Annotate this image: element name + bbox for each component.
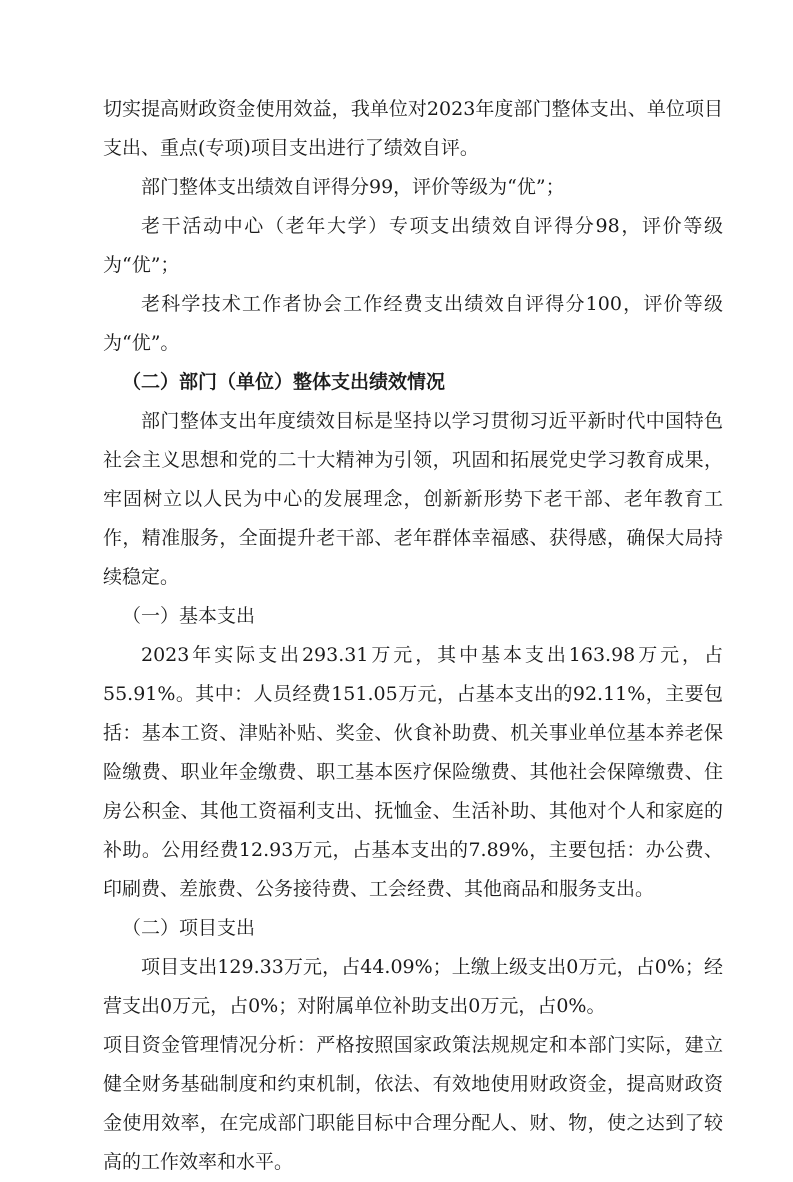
fund-management-analysis-paragraph: 项目资金管理情况分析：严格按照国家政策法规规定和本部门实际，建立健全财务基础制度和约束机制，依法、有效地使用财政资金，提高财政资金使用效率，在完成部门职能目标中合理分配人、财、物，使之达到了较高的工作效率和水平。: [103, 1034, 723, 1173]
project-expenditure-paragraph: 项目支出129.33万元，占44.09%；上缴上级支出0万元，占0%；经营支出0万元，占0%；对附属单位补助支出0万元，占0%。: [103, 956, 723, 1017]
science-association-score-paragraph: 老科学技术工作者协会工作经费支出绩效自评得分100，评价等级为“优”。: [103, 293, 723, 354]
activity-center-score-paragraph: 老干活动中心（老年大学）专项支出绩效自评得分98，评价等级为“优”；: [103, 215, 723, 276]
subheading-basic-expenditure: （一）基本支出: [122, 605, 256, 627]
department-score-paragraph: 部门整体支出绩效自评得分99，评价等级为“优”；: [141, 176, 565, 198]
basic-expenditure-paragraph: 2023年实际支出293.31万元，其中基本支出163.98万元，占55.91%。其中：人员经费151.05万元，占基本支出的92.11%，主要包括：基本工资、津贴补贴、奖金、伙食补助费、机关事业单位基本养老保险缴费、职业年金缴费、职工基本医疗保险缴费、其他社会保障缴费、住房公积金、其他工资福利支出、抚恤金、生活补助、其他对个人和家庭的补助。公用经费12.93万元，占基本支出的7.89%，主要包括：办公费、印刷费、差旅费、公务接待费、工会经费、其他商品和服务支出。: [103, 644, 723, 900]
subheading-project-expenditure: （二）项目支出: [122, 917, 256, 939]
performance-goal-paragraph: 部门整体支出年度绩效目标是坚持以学习贯彻习近平新时代中国特色社会主义思想和党的二十大精神为引领，巩固和拓展党史学习教育成果，牢固树立以人民为中心的发展理念，创新新形势下老干部、老年教育工作，精准服务，全面提升老干部、老年群体幸福感、获得感，确保大局持续稳定。: [103, 410, 723, 588]
section-heading-overall-performance: （二）部门（单位）整体支出绩效情况: [122, 371, 446, 393]
document-page: [103, 90, 723, 1182]
intro-paragraph-continued: 切实提高财政资金使用效益，我单位对2023年度部门整体支出、单位项目支出、重点(专项)项目支出进行了绩效自评。: [103, 98, 723, 159]
